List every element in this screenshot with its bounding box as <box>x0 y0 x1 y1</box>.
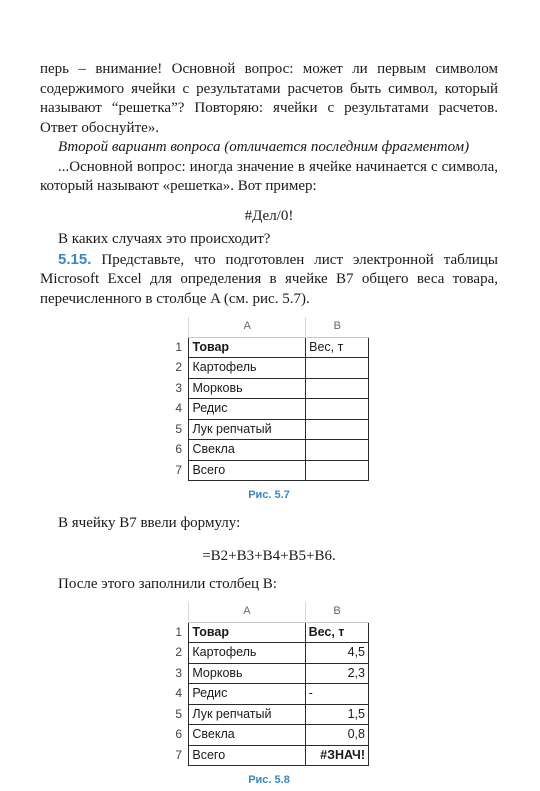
cell-a6: Свекла <box>189 725 305 746</box>
figure-caption: Рис. 5.7 <box>248 489 290 501</box>
figure-5-8 <box>169 602 369 791</box>
paragraph-7: После этого заполнили столбец B: <box>58 575 277 592</box>
cell-b5 <box>306 419 369 440</box>
row-number: 3 <box>175 665 183 680</box>
cell-a6: Свекла <box>189 440 306 461</box>
table-row <box>169 745 369 766</box>
cell-a3: Морковь <box>189 378 306 399</box>
table-row <box>169 399 369 420</box>
row-number: 5 <box>175 421 183 436</box>
table-row <box>169 460 369 481</box>
table-row <box>169 358 369 379</box>
paragraph-4: В каких случаях это происходит? <box>58 231 271 247</box>
cell-b5: 1,5 <box>305 704 368 725</box>
cell-a3: Морковь <box>189 663 305 684</box>
cell-a5: Лук репчатый <box>189 704 305 725</box>
row-number: 7 <box>175 747 183 762</box>
row-number: 4 <box>175 686 183 700</box>
cell-a2: Картофель <box>189 643 305 664</box>
table-row <box>169 337 369 358</box>
table-row <box>169 663 369 684</box>
row-number: 3 <box>175 380 183 395</box>
table-row <box>169 419 369 440</box>
page-content <box>40 60 498 791</box>
cell-b4 <box>306 399 369 420</box>
cell-b2 <box>306 358 369 379</box>
row-number: 2 <box>175 360 183 374</box>
figure-caption: Рис. 5.8 <box>248 774 290 786</box>
cell-b3 <box>306 378 369 399</box>
paragraph-6: В ячейку B7 ввели формулу: <box>58 514 241 531</box>
paragraph-2-variant-title: Второй вариант вопроса (отличается последним фрагментом) <box>58 139 470 155</box>
cell-a5: Лук репчатый <box>189 419 306 440</box>
cell-a4: Редис <box>189 684 305 705</box>
figure-5-7 <box>169 317 369 506</box>
paragraph-5 <box>40 250 498 310</box>
cell-a7: Всего <box>189 745 305 766</box>
cell-b7: #ЗНАЧ! <box>305 745 368 766</box>
spreadsheet-table-2 <box>169 602 369 766</box>
row-number: 5 <box>175 706 183 721</box>
table-row <box>169 622 369 643</box>
row-number: 6 <box>175 727 183 741</box>
row-number: 2 <box>175 645 183 659</box>
table-row <box>169 684 369 705</box>
cell-b4: - <box>305 684 368 705</box>
table-row <box>169 440 369 461</box>
column-header-b: B <box>305 602 368 622</box>
row-number: 7 <box>175 462 183 477</box>
cell-a1: Товар <box>189 337 306 358</box>
row-number: 6 <box>175 442 183 456</box>
row-number: 1 <box>175 339 183 354</box>
cell-b6 <box>306 440 369 461</box>
cell-a7: Всего <box>189 460 306 481</box>
cell-a1: Товар <box>189 622 305 643</box>
task-number: 5.15. <box>58 250 92 268</box>
column-header-a: A <box>189 317 306 337</box>
column-header-b: B <box>306 317 369 337</box>
table-row <box>169 643 369 664</box>
cell-b1: Вес, т <box>305 622 368 643</box>
cell-b6: 0,8 <box>305 725 368 746</box>
spreadsheet-table-1 <box>169 317 369 481</box>
table-row <box>169 378 369 399</box>
table-row <box>169 725 369 746</box>
cell-b3: 2,3 <box>305 663 368 684</box>
paragraph-3: ...Основной вопрос: иногда значение в ячейке начинается с символа, который называют «решетка». Вот пример: <box>40 158 498 194</box>
table-row <box>169 704 369 725</box>
row-number: 4 <box>175 401 183 415</box>
cell-b7 <box>306 460 369 481</box>
cell-b1: Вес, т <box>306 337 369 358</box>
cell-b2: 4,5 <box>305 643 368 664</box>
cell-a2: Картофель <box>189 358 306 379</box>
paragraph-1: перь – внимание! Основной вопрос: может ли первым символом содержимого ячейки с результатами расчетов быть символ, который называют “решетка”? Повторяю: ячейки с результатами расчетов. Ответ обоснуйте». <box>40 61 498 136</box>
formula-text: =B2+B3+B4+B5+B6. <box>202 548 336 564</box>
row-number: 1 <box>175 624 183 639</box>
task-text: Представьте, что подготовлен лист электронной таблицы Microsoft Excel для определения в ячейке B7 общего веса товара, перечисленного в столбце A (см. рис. 5.7). <box>40 251 498 307</box>
cell-a4: Редис <box>189 399 306 420</box>
column-header-a: A <box>189 602 305 622</box>
example-error: #Дел/0! <box>244 207 294 224</box>
